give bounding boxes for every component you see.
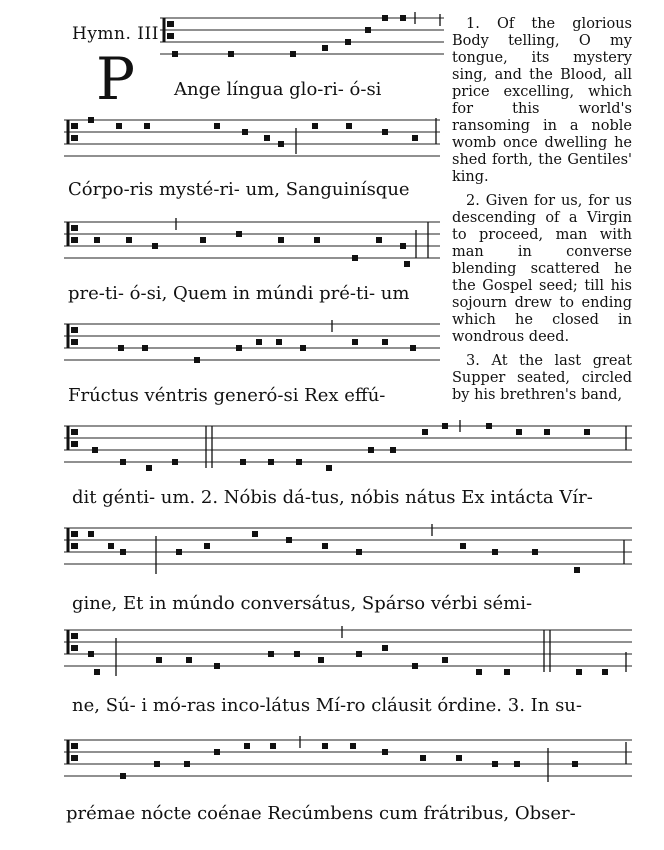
lyric-line: Ange língua glo-ri- ó-si [174,79,382,100]
lyric-line: dit génti- um. 2. Nóbis dá-tus, nóbis nátus Ex intácta Vír- [72,487,593,508]
chant-staff [64,216,440,272]
drop-capital: P [96,45,136,113]
translation-stanza: 2. Given for us, for us descending of a Virgin to proceed, man with man in converse blending scattered he the Gospel seed; till his sojourn drew to ending which he closed in wondrous deed. [452,193,632,345]
chant-staff [64,734,632,790]
translation-stanza: 1. Of the glorious Body telling, O my tongue, its mystery sing, and the Blood, all price excelling, which for this world's ransoming in a noble womb once dwelling he shed forth, the Gentiles' king. [452,16,632,185]
chant-staff [160,12,444,68]
chant-staff [64,318,440,374]
lyric-line: Frúctus véntris generó-si Rex effú- [68,385,386,406]
chant-staff [64,420,632,476]
lyric-line: gine, Et in múndo conversátus, Spárso vérbi sémi- [72,593,533,614]
lyric-line: ne, Sú- i mó-ras inco-látus Mí-ro cláusit órdine. 3. In su- [72,695,582,716]
chant-staff [64,624,632,680]
lyric-line: prémae nócte coénae Recúmbens cum frátribus, Obser- [66,803,576,824]
chant-staff [64,114,440,170]
lyric-line: Córpo-ris mysté-ri- um, Sanguinísque [68,179,410,200]
lyric-line: pre-ti- ó-si, Quem in múndi pré-ti- um [68,283,410,304]
hymn-heading: Hymn. III [72,24,159,44]
translation-stanza: 3. At the last great Supper seated, circled by his brethren's band, [452,353,632,403]
chant-staff [64,522,632,578]
translation-column [452,16,632,411]
